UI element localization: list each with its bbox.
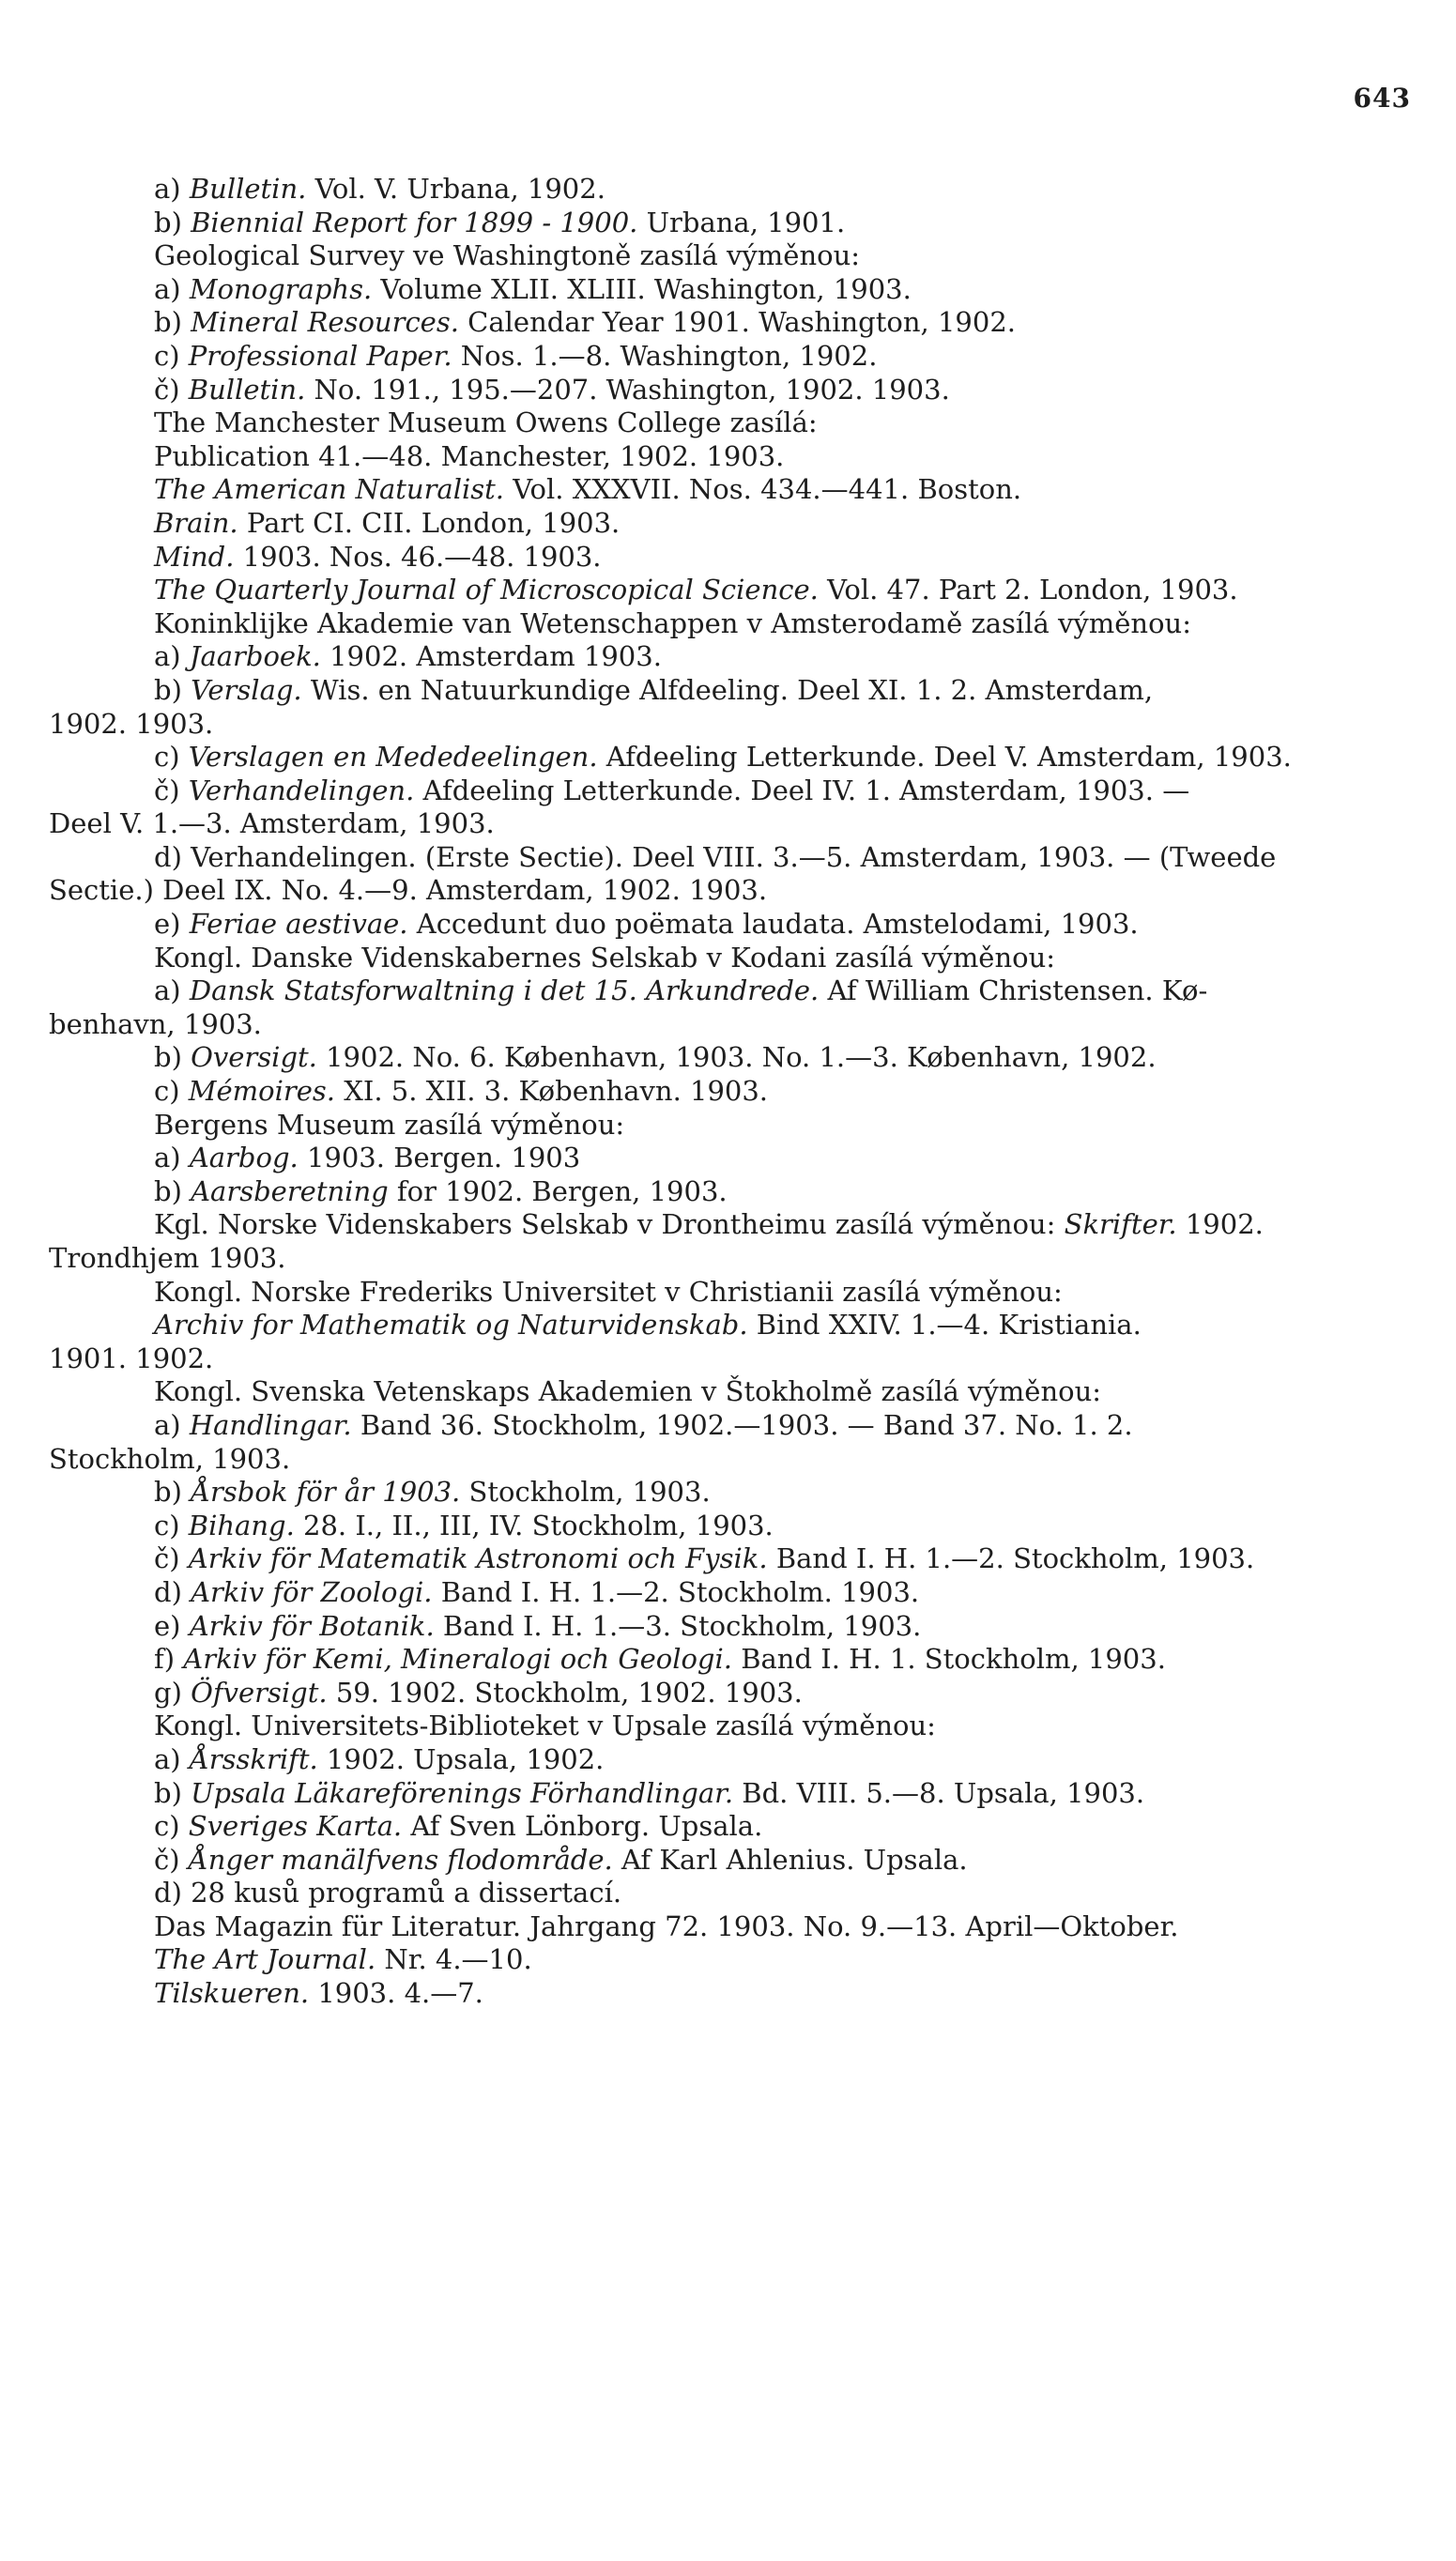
entry-title-italic: Öfversigt. <box>191 1676 328 1709</box>
entry-title-italic: The Art Journal. <box>154 1943 376 1976</box>
entry-text: c) <box>154 1509 189 1541</box>
entry-line <box>49 1309 1421 1342</box>
entry-line <box>49 239 1421 273</box>
entry-text: Band I. H. 1.—3. Stockholm, 1903. <box>434 1609 922 1642</box>
entry-line <box>49 1075 1421 1109</box>
entry-line <box>49 774 1421 808</box>
entry-text: 59. 1902. Stockholm, 1902. 1903. <box>327 1676 803 1709</box>
entry-text: a) <box>154 1742 190 1775</box>
entry-text: g) <box>154 1676 192 1709</box>
entry-line <box>49 541 1421 575</box>
entry-title-italic: Handlingar. <box>189 1408 352 1441</box>
entry-title-italic: Arkiv för Botanik. <box>189 1609 435 1642</box>
entry-text: 1903. Nos. 46.—48. 1903. <box>234 540 602 573</box>
entry-text: f) <box>154 1643 184 1676</box>
entry-text: d) Verhandelingen. (Erste Sectie). Deel VIII. 3.—5. Amsterdam, 1903. — (Tweede <box>154 840 1277 873</box>
entry-text: Nr. 4.—10. <box>375 1943 532 1976</box>
entry-text: Accedunt duo poëmata laudata. Amstelodami, 1903. <box>407 908 1139 941</box>
entry-text: a) <box>154 974 190 1007</box>
entry-text: b) <box>154 1174 192 1207</box>
entry-title-italic: Feriae aestivae. <box>189 908 408 941</box>
entry-text: Part CI. CII. London, 1903. <box>238 506 621 539</box>
entry-line <box>49 1977 1421 2011</box>
entry-title-italic: Arkiv för Zoologi. <box>191 1575 433 1608</box>
entry-text: Wis. en Natuurkundige Alfdeeling. Deel XI. 1. 2. Amsterdam, <box>301 673 1154 706</box>
entry-title-italic: Årsbok för år 1903. <box>191 1476 461 1509</box>
entry-continuation-line <box>49 1242 1421 1276</box>
entry-title-italic: Biennial Report for 1899 - 1900. <box>191 206 638 238</box>
entry-line <box>49 574 1421 607</box>
entry-line <box>49 374 1421 407</box>
entry-text: Urbana, 1901. <box>637 206 846 238</box>
entry-line <box>49 273 1421 307</box>
entry-line <box>49 406 1421 440</box>
entry-title-italic: Upsala Läkareförenings Förhandlingar. <box>191 1776 734 1809</box>
entry-line <box>49 841 1421 875</box>
entry-text: Afdeeling Letterkunde. Deel IV. 1. Amsterdam, 1903. — <box>414 774 1190 806</box>
entry-title-italic: Årsskrift. <box>189 1742 318 1775</box>
entry-text: d) <box>154 1575 192 1608</box>
entry-text: Trondhjem 1903. <box>49 1242 286 1274</box>
entry-text: Band I. H. 1.—2. Stockholm. 1903. <box>432 1575 920 1608</box>
entry-text: The Manchester Museum Owens College zasílá: <box>154 406 818 439</box>
entry-text: Band I. H. 1. Stockholm, 1903. <box>731 1643 1166 1676</box>
entry-text: Kongl. Danske Videnskabernes Selskab v Kodani zasílá výměnou: <box>154 941 1056 974</box>
entry-text: Nos. 1.—8. Washington, 1902. <box>452 339 878 372</box>
entry-text: c) <box>154 339 189 372</box>
entry-text: Vol. V. Urbana, 1902. <box>306 173 605 205</box>
entry-line <box>49 1777 1421 1811</box>
entry-line <box>49 1877 1421 1910</box>
entry-text: Deel V. 1.—3. Amsterdam, 1903. <box>49 807 495 840</box>
entry-text: 1902. No. 6. København, 1903. No. 1.—3. København, 1902. <box>316 1041 1157 1074</box>
entry-title-italic: Mémoires. <box>188 1075 335 1108</box>
entry-line <box>49 640 1421 674</box>
entry-text: a) <box>154 640 190 673</box>
entry-text: Das Magazin für Literatur. Jahrgang 72. 1903. No. 9.—13. April—Oktober. <box>154 1909 1179 1942</box>
bibliography-list <box>49 173 1421 2011</box>
entry-text: Calendar Year 1901. Washington, 1902. <box>458 306 1016 339</box>
entry-continuation-line <box>49 1443 1421 1477</box>
entry-title-italic: Brain. <box>154 506 238 539</box>
entry-line <box>49 473 1421 507</box>
entry-line <box>49 1142 1421 1175</box>
entry-text: Sectie.) Deel IX. No. 4.—9. Amsterdam, 1902. 1903. <box>49 874 768 907</box>
entry-text: 1903. 4.—7. <box>309 1977 483 2010</box>
entry-text: b) <box>154 673 192 706</box>
entry-text: Bd. VIII. 5.—8. Upsala, 1903. <box>733 1776 1145 1809</box>
entry-title-italic: Verhandelingen. <box>188 774 415 806</box>
entry-text: Kongl. Universitets-Biblioteket v Upsale zasílá výměnou: <box>154 1710 936 1742</box>
entry-text: Geological Survey ve Washingtoně zasílá výměnou: <box>154 239 861 272</box>
entry-text: 1902. Amsterdam 1903. <box>320 640 662 673</box>
entry-title-italic: Mind. <box>154 540 235 573</box>
entry-title-italic: Tilskueren. <box>154 1977 310 2010</box>
entry-text: d) <box>154 1877 192 1909</box>
entry-title-italic: Mineral Resources. <box>191 306 459 339</box>
entry-text: Bergens Museum zasílá výměnou: <box>154 1108 625 1141</box>
entry-title-italic: Oversigt. <box>191 1041 317 1074</box>
entry-line <box>49 1476 1421 1510</box>
entry-line <box>49 1208 1421 1242</box>
entry-text: Volume XLII. XLIII. Washington, 1903. <box>372 272 912 305</box>
entry-continuation-line <box>49 1342 1421 1376</box>
entry-title-italic: Arkiv för Kemi, Mineralogi och Geologi. <box>183 1643 732 1676</box>
entry-continuation-line <box>49 807 1421 841</box>
entry-text: č) <box>154 774 189 806</box>
entry-line <box>49 741 1421 774</box>
entry-text: Kgl. Norske Videnskabers Selskab v Drontheimu zasílá výměnou: <box>154 1208 1065 1241</box>
entry-text: 1902. <box>1176 1208 1264 1241</box>
entry-title-italic: Bulletin. <box>188 373 306 406</box>
entry-line <box>49 1710 1421 1743</box>
entry-title-italic: Bihang. <box>188 1509 295 1541</box>
entry-text: No. 191., 195.—207. Washington, 1902. 1903. <box>305 373 950 406</box>
entry-line <box>49 173 1421 207</box>
entry-line <box>49 1943 1421 1977</box>
entry-title-italic: Bulletin. <box>189 173 307 205</box>
entry-title-italic: Professional Paper. <box>188 339 452 372</box>
entry-text: Kongl. Svenska Vetenskaps Akademien v Štokholmě zasílá výměnou: <box>154 1375 1102 1408</box>
entry-text: 1902. 1903. <box>49 707 214 740</box>
entry-line <box>49 1677 1421 1710</box>
entry-title-italic: Verslagen en Mededeelingen. <box>188 741 598 774</box>
entry-text: b) <box>154 1476 192 1509</box>
entry-text: b) <box>154 306 192 339</box>
entry-line <box>49 1743 1421 1777</box>
entry-line <box>49 1409 1421 1443</box>
entry-line <box>49 974 1421 1008</box>
entry-text: Afdeeling Letterkunde. Deel V. Amsterdam, 1903. <box>597 741 1292 774</box>
entry-title-italic: Monographs. <box>189 272 373 305</box>
entry-text: Af William Christensen. Kø- <box>819 974 1208 1007</box>
entry-text: 1902. Upsala, 1902. <box>317 1742 605 1775</box>
entry-title-italic: Verslag. <box>191 673 302 706</box>
entry-text: 1901. 1902. <box>49 1342 214 1374</box>
entry-title-italic: The American Naturalist. <box>154 473 505 506</box>
entry-line <box>49 1576 1421 1610</box>
entry-text: Stockholm, 1903. <box>460 1476 711 1509</box>
entry-line <box>49 607 1421 641</box>
entry-line <box>49 1643 1421 1677</box>
entry-text: č) <box>154 373 189 406</box>
entry-title-italic: Aarbog. <box>189 1142 299 1174</box>
entry-line <box>49 1175 1421 1209</box>
entry-text: Af Karl Ahlenius. Upsala. <box>612 1843 968 1876</box>
entry-text: Band 36. Stockholm, 1902.—1903. — Band 37. No. 1. 2. <box>351 1408 1133 1441</box>
entry-text: c) <box>154 1075 189 1108</box>
entry-text: č) <box>154 1542 189 1575</box>
entry-text: c) <box>154 1810 189 1843</box>
entry-title-italic: Aarsberetning <box>191 1174 389 1207</box>
entry-text: XI. 5. XII. 3. København. 1903. <box>335 1075 769 1108</box>
entry-line <box>49 1375 1421 1409</box>
entry-text: e) <box>154 1609 190 1642</box>
entry-text: Koninklijke Akademie van Wetenschappen v Amsterodamě zasílá výměnou: <box>154 606 1191 639</box>
entry-title-italic: The Quarterly Journal of Microscopical Science. <box>154 574 819 606</box>
entry-text: Kongl. Norske Frederiks Universitet v Christianii zasílá výměnou: <box>154 1275 1063 1308</box>
entry-text: a) <box>154 1142 190 1174</box>
entry-title-italic: Jaarboek. <box>189 640 321 673</box>
entry-line <box>49 1542 1421 1576</box>
entry-line <box>49 340 1421 374</box>
entry-line <box>49 1510 1421 1543</box>
entry-text: for 1902. Bergen, 1903. <box>388 1174 728 1207</box>
entry-line <box>49 1276 1421 1310</box>
entry-title-italic: Ånger manälfvens flodområde. <box>188 1843 613 1876</box>
entry-text: Af Sven Lönborg. Upsala. <box>402 1810 763 1843</box>
entry-text: Publication 41.—48. Manchester, 1902. 1903. <box>154 439 785 472</box>
entry-text: benhavn, 1903. <box>49 1007 262 1040</box>
entry-text: b) <box>154 1776 192 1809</box>
entry-text: Bind XXIV. 1.—4. Kristiania. <box>747 1309 1142 1342</box>
entry-text: 1903. Bergen. 1903 <box>298 1142 581 1174</box>
entry-continuation-line <box>49 1008 1421 1042</box>
entry-continuation-line <box>49 708 1421 742</box>
entry-text: Vol. XXXVII. Nos. 434.—441. Boston. <box>504 473 1022 506</box>
entry-line <box>49 1844 1421 1878</box>
entry-text: e) <box>154 908 190 941</box>
entry-text: Band I. H. 1.—2. Stockholm, 1903. <box>767 1542 1255 1575</box>
entry-text: b) <box>154 1041 192 1074</box>
entry-line <box>49 1041 1421 1075</box>
entry-line <box>49 1810 1421 1844</box>
entry-text: c) <box>154 741 189 774</box>
entry-text: Stockholm, 1903. <box>49 1442 291 1475</box>
entry-line <box>49 908 1421 942</box>
page-number: 643 <box>1353 83 1411 114</box>
entry-line <box>49 306 1421 340</box>
entry-title-italic: Skrifter. <box>1064 1208 1177 1241</box>
entry-line <box>49 1910 1421 1944</box>
entry-line <box>49 674 1421 708</box>
entry-line <box>49 507 1421 541</box>
entry-text: b) <box>154 206 192 238</box>
entry-text: Vol. 47. Part 2. London, 1903. <box>818 574 1238 606</box>
entry-line <box>49 1109 1421 1142</box>
entry-line <box>49 1610 1421 1644</box>
entry-continuation-line <box>49 874 1421 908</box>
entry-text: a) <box>154 173 190 205</box>
entry-text: 28 kusů programů a dissertací. <box>191 1877 622 1909</box>
entry-text: a) <box>154 272 190 305</box>
entry-title-italic: Archiv for Mathematik og Naturvidenskab. <box>154 1309 748 1342</box>
entry-line <box>49 942 1421 975</box>
entry-text: č) <box>154 1843 189 1876</box>
entry-text: 28. I., II., III, IV. Stockholm, 1903. <box>294 1509 774 1541</box>
entry-title-italic: Dansk Statsforwaltning i det 15. Arkundrede. <box>189 974 820 1007</box>
entry-line <box>49 440 1421 474</box>
entry-text: a) <box>154 1408 190 1441</box>
entry-title-italic: Arkiv för Matematik Astronomi och Fysik. <box>188 1542 768 1575</box>
entry-line <box>49 207 1421 240</box>
entry-title-italic: Sveriges Karta. <box>188 1810 403 1843</box>
